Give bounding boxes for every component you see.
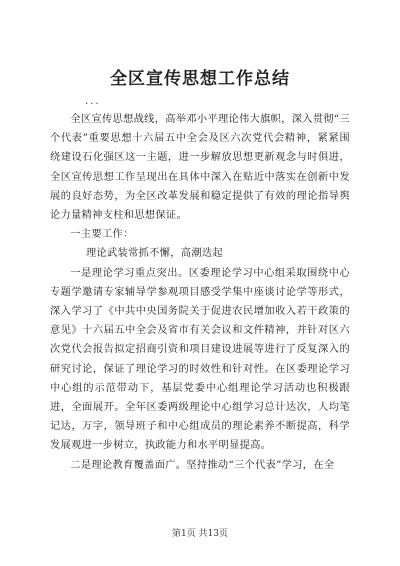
body-paragraph: 二是理论教育覆盖面广。坚持推动“三个代表”学习，在全	[70, 459, 335, 471]
subsection-heading: 理论武装常抓不懈，高潮迭起	[86, 248, 223, 260]
section-heading: 一主要工作：	[70, 229, 134, 241]
page-footer: 第1页 共13页	[171, 529, 229, 539]
document-body	[50, 110, 350, 475]
body-paragraph: 一是理论学习重点突出。区委理论学习中心组采取围绕中心专题学邀请专家辅导学参观项目感受学集中座谈讨论学等形式，深入学习了《中共中央国务院关于促进农民增加收入若干政策的意见》十六届五中全会及省市有关会议和文件精神，并针对区六次党代会报告拟定招商引资和项目建设进展等进行了反复深入的研究讨论，保证了理论学习的时效性和针对性。在区委理论学习中心组的示范带动下，基层党委中心组理论学习活动也积极跟进，全面展开。全年区委两级理论中心组学习总计达次，人均笔记达，万字，领导班子和中心组成员的理论素养不断提高，科学发展观进一步树立，执政能力和水平明显提高。	[50, 267, 350, 452]
intro-paragraph: 全区宣传思想战线，高举邓小平理论伟大旗帜，深入贯彻“三个代表”重要思想十六届五中全会及区六次党代会精神，紧紧围绕建设石化强区这一主题，进一步解放思想更新观念与时俱进，全区宣传思想工作呈现出在具体中深入在贴近中落实在创新中发展的良好态势，为全区改革发展和稳定提供了有效的理论指导舆论力量精神支柱和思想保证。	[50, 114, 350, 222]
ellipsis-marker: ...	[85, 96, 101, 107]
document-title: 全区宣传思想工作总结	[110, 69, 290, 89]
